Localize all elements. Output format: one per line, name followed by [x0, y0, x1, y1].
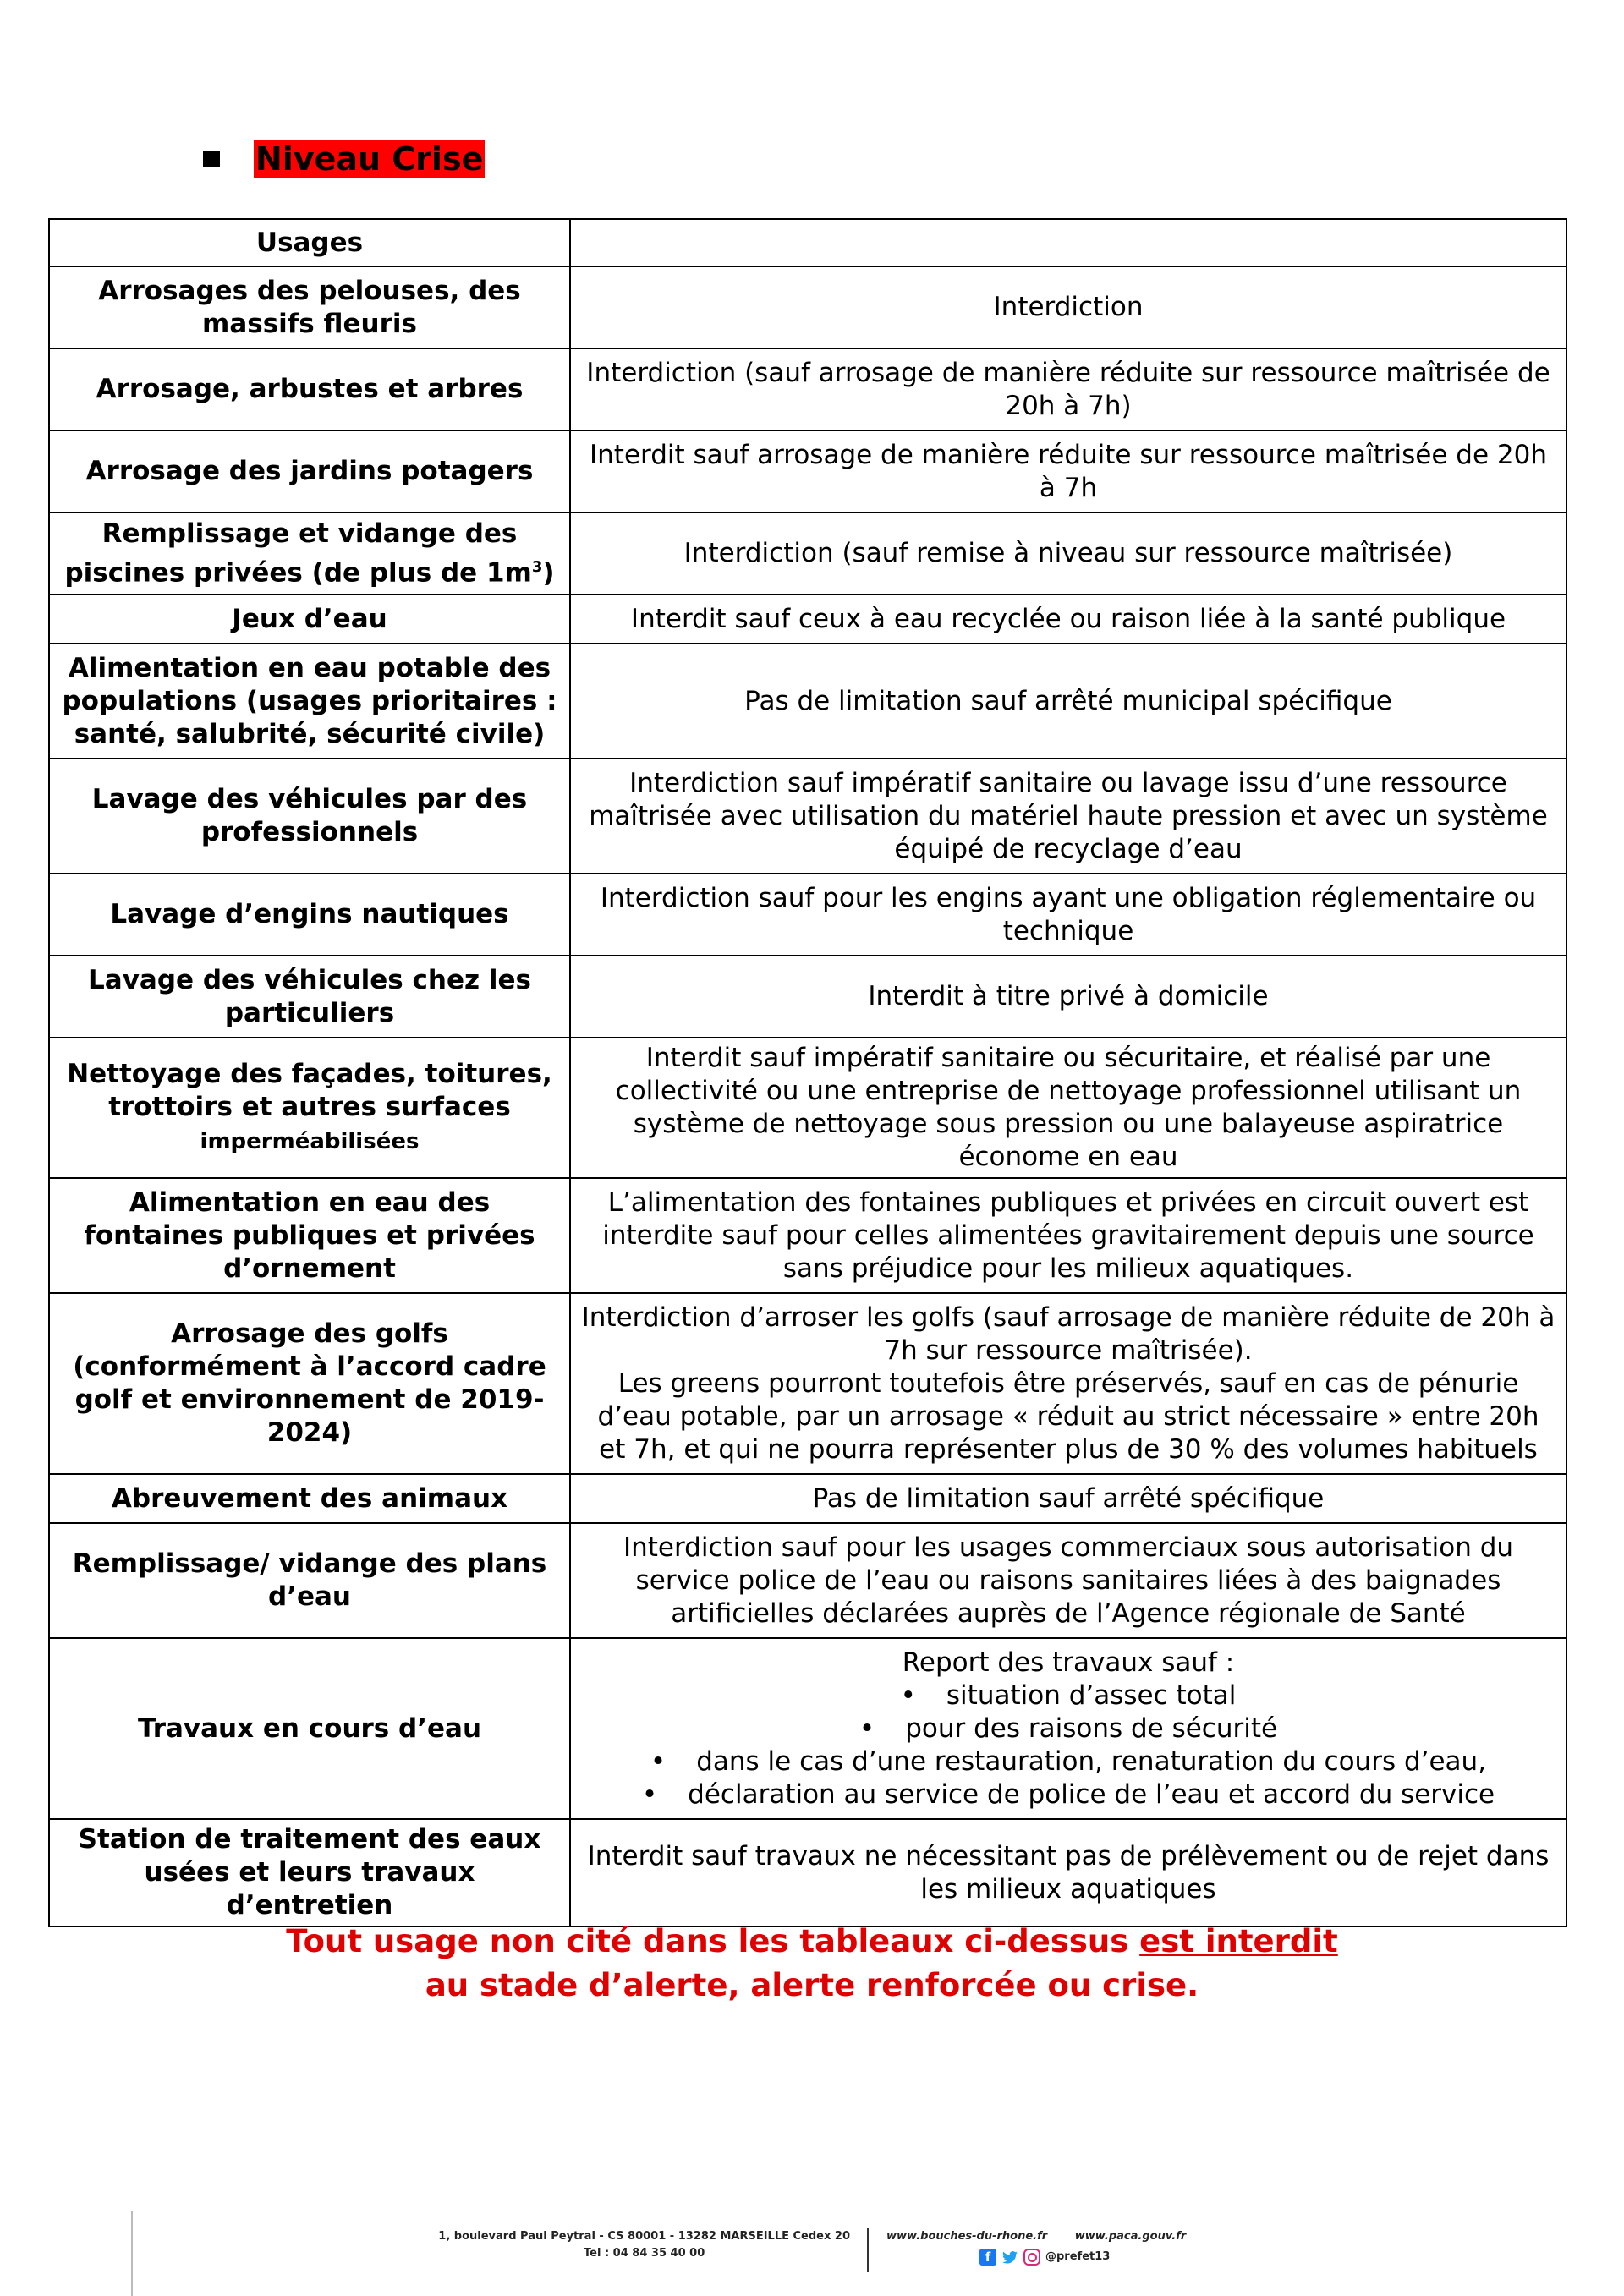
table-row [49, 759, 1566, 874]
table-row [49, 595, 1566, 644]
usage-text: Remplissage et vidange des piscines privées (de plus de 1m [64, 518, 532, 589]
bullet-dot-icon: • [650, 1745, 667, 1777]
rule-cell: Pas de limitation sauf arrêté municipal spécifique [570, 644, 1566, 759]
bullet-square-icon [203, 151, 220, 167]
footer-phone: Tel : 04 84 35 40 00 [584, 2247, 705, 2260]
rule-cell: Interdiction sauf pour les usages commerciaux sous autorisation du service police de l’eau ou raisons sanitaires liées à des baignades artificielles déclarées auprès de l’Agence régionale de Santé [570, 1523, 1566, 1638]
usage-cell: Arrosage des golfs (conformément à l’accord cadre golf et environnement de 2019-2024) [49, 1293, 570, 1474]
rule-cell: Interdiction [570, 266, 1566, 348]
rule-cell: Interdit à titre privé à domicile [570, 956, 1566, 1038]
table-row [49, 644, 1566, 759]
table-row [49, 1474, 1566, 1523]
table-header-row [49, 219, 1566, 266]
table-row [49, 1293, 1566, 1474]
notice-text: Tout usage non cité dans les tableaux ci-dessus [286, 1923, 1140, 1959]
table-row [49, 430, 1566, 512]
table-row [49, 512, 1566, 595]
list-item [581, 1712, 1555, 1745]
usage-cell: Lavage d’engins nautiques [49, 874, 570, 956]
bullet-dot-icon: • [900, 1680, 916, 1711]
rule-cell: Interdit sauf impératif sanitaire ou sécuritaire, et réalisé par une collectivité ou une entreprise de nettoyage professionnel utilisant un système de nettoyage sous pression ou une balayeuse aspiratrice économe en eau [570, 1038, 1566, 1178]
social-handle[interactable]: @prefet13 [1045, 2250, 1111, 2263]
usage-cell: Remplissage/ vidange des plans d’eau [49, 1523, 570, 1638]
usage-cell [49, 512, 570, 595]
rule-cell: Interdit sauf travaux ne nécessitant pas de prélèvement ou de rejet dans les milieux aquatiques [570, 1819, 1566, 1926]
usage-text: Nettoyage des façades, toitures, trottoirs et autres surfaces [67, 1058, 552, 1122]
rule-text: Interdiction d’arroser les golfs (sauf arrosage de manière réduite de 20h à 7h sur ressource maîtrisée). [581, 1301, 1555, 1366]
footer-link-region[interactable]: www.paca.gouv.fr [1074, 2230, 1187, 2243]
heading-label: Niveau Crise [255, 140, 484, 178]
list-item-text: pour des raisons de sécurité [905, 1712, 1278, 1744]
footer-divider [867, 2228, 869, 2272]
rule-cell: Interdiction (sauf arrosage de manière réduite sur ressource maîtrisée de 20h à 7h) [570, 348, 1566, 430]
list-item-text: dans le cas d’une restauration, renaturation du cours d’eau, [696, 1745, 1487, 1777]
footer-web [886, 2228, 1210, 2266]
usage-text-small: imperméabilisées [200, 1128, 420, 1154]
table-row [49, 956, 1566, 1038]
table-row [49, 266, 1566, 348]
list-item [581, 1680, 1555, 1712]
list-item-text: situation d’assec total [946, 1680, 1237, 1711]
usage-text-end: ) [542, 557, 555, 589]
usage-cell: Arrosage des jardins potagers [49, 430, 570, 512]
rule-cell: Interdiction sauf impératif sanitaire ou lavage issu d’une ressource maîtrisée avec utilisation du matériel haute pression et avec un système équipé de recyclage d’eau [570, 759, 1566, 874]
table-row [49, 1819, 1566, 1926]
rule-cell: Interdit sauf ceux à eau recyclée ou raison liée à la santé publique [570, 595, 1566, 644]
rule-cell [570, 1293, 1566, 1474]
usage-cell: Alimentation en eau potable des populations (usages prioritaires : santé, salubrité, sécurité civile) [49, 644, 570, 759]
usage-cell: Abreuvement des animaux [49, 1474, 570, 1523]
rule-cell: Pas de limitation sauf arrêté spécifique [570, 1474, 1566, 1523]
twitter-icon[interactable] [1001, 2249, 1018, 2266]
list-item [581, 1778, 1555, 1811]
table-row [49, 1038, 1566, 1178]
page-footer [0, 2228, 1624, 2279]
usage-cell [49, 1038, 570, 1178]
notice-line-2: au stade d’alerte, alerte renforcée ou crise. [425, 1967, 1199, 2003]
usage-cell: Alimentation en eau des fontaines publiques et privées d’ornement [49, 1178, 570, 1293]
bullet-dot-icon: • [641, 1778, 658, 1810]
bullet-list [581, 1680, 1555, 1811]
rule-cell: Interdiction sauf pour les engins ayant une obligation réglementaire ou technique [570, 874, 1566, 956]
rule-cell: Interdit sauf arrosage de manière réduite sur ressource maîtrisée de 20h à 7h [570, 430, 1566, 512]
usage-cell: Jeux d’eau [49, 595, 570, 644]
facebook-icon[interactable]: f [979, 2249, 996, 2266]
table-row [49, 1523, 1566, 1638]
bullet-dot-icon: • [859, 1712, 875, 1744]
usage-superscript: 3 [531, 557, 543, 576]
usage-cell: Lavage des véhicules chez les particuliers [49, 956, 570, 1038]
table-row [49, 1638, 1566, 1819]
header-cell-empty [570, 219, 1566, 266]
table-row [49, 874, 1566, 956]
notice-line-1 [0, 1920, 1624, 1964]
footer-sites [886, 2228, 1210, 2245]
footer-link-prefecture[interactable]: www.bouches-du-rhone.fr [886, 2230, 1048, 2243]
header-cell-usages: Usages [49, 219, 570, 266]
section-heading [203, 140, 485, 178]
rule-intro: Report des travaux sauf : [902, 1647, 1235, 1678]
usage-cell: Lavage des véhicules par des professionnels [49, 759, 570, 874]
usages-table [48, 218, 1567, 1927]
rule-cell: L’alimentation des fontaines publiques et privées en circuit ouvert est interdite sauf pour celles alimentées gravitairement depuis une source sans préjudice pour les milieux aquatiques. [570, 1178, 1566, 1293]
footer-contact [438, 2228, 850, 2262]
social-links [979, 2249, 1210, 2266]
usage-cell: Arrosages des pelouses, des massifs fleuris [49, 266, 570, 348]
notice-underlined: est interdit [1139, 1923, 1338, 1959]
table-row [49, 1178, 1566, 1293]
list-item [581, 1745, 1555, 1778]
footer-address: 1, boulevard Paul Peytral - CS 80001 - 13282 MARSEILLE Cedex 20 [438, 2230, 850, 2243]
rule-text: Les greens pourront toutefois être préservés, sauf en cas de pénurie d’eau potable, par un arrosage « réduit au strict nécessaire » entre 20h et 7h, et qui ne pourra représenter plus de 30 % des volumes habituels [597, 1367, 1539, 1465]
table-row [49, 348, 1566, 430]
instagram-icon[interactable] [1023, 2249, 1040, 2266]
usage-cell: Travaux en cours d’eau [49, 1638, 570, 1819]
usage-cell: Arrosage, arbustes et arbres [49, 348, 570, 430]
prohibition-notice [0, 1920, 1624, 2008]
list-item-text: déclaration au service de police de l’eau et accord du service [688, 1778, 1495, 1810]
usage-cell: Station de traitement des eaux usées et leurs travaux d’entretien [49, 1819, 570, 1926]
rule-cell [570, 1638, 1566, 1819]
rule-cell: Interdiction (sauf remise à niveau sur ressource maîtrisée) [570, 512, 1566, 595]
